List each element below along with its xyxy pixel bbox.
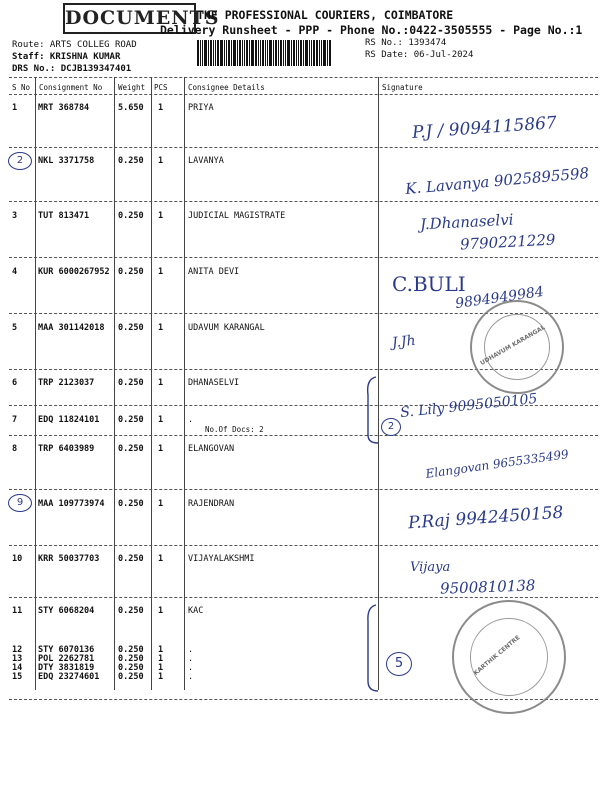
row-consignment-number: DTY 3831819 [38, 663, 95, 673]
table-top-rule [9, 77, 598, 78]
circled-number-5: 5 [386, 652, 412, 676]
row-pieces: 1 [158, 211, 164, 221]
row-serial-number: 8 [12, 444, 18, 454]
signature-row-3-name: J.Dhanaselvi [419, 210, 514, 234]
row-serial-number: 12 [12, 645, 23, 655]
row-consignment-number: POL 2262781 [38, 654, 95, 664]
row-weight: 0.250 [118, 323, 144, 333]
row-consignee: ANITA DEVI [188, 267, 240, 277]
row-weight: 0.250 [118, 156, 144, 166]
row-consignment-number: TRP 2123037 [38, 378, 95, 388]
row-consignee: . [188, 672, 194, 682]
row-consignment-number: STY 6068204 [38, 606, 95, 616]
row-consignee: RAJENDRAN [188, 499, 235, 509]
rs-date: RS Date: 06-Jul-2024 [365, 50, 474, 60]
row-consignee: VIJAYALAKSHMI [188, 554, 255, 564]
drs-number: DRS No.: DCJB139347401 [12, 64, 132, 74]
row-consignment-number: EDQ 11824101 [38, 415, 100, 425]
documents-stamp: DOCUMENTS [63, 3, 196, 34]
row-serial-number: 15 [12, 672, 23, 682]
signature-row-4-name: C.BULI [392, 272, 466, 296]
circled-number-9: 9 [8, 494, 32, 512]
row-separator [9, 201, 598, 202]
signature-row-3-phone: 9790221229 [459, 230, 556, 254]
row-pieces: 1 [158, 663, 164, 673]
signature-row-2: K. Lavanya 9025895598 [404, 164, 590, 198]
col-header-weight: Weight [118, 83, 146, 92]
runsheet-subtitle: Delivery Runsheet - PPP - Phone No.:0422-3505555 - Page No.:1 [160, 23, 583, 37]
row-consignee: UDAVUM KARANGAL [188, 323, 265, 333]
row-weight: 0.250 [118, 554, 144, 564]
row-consignee: . [188, 654, 194, 664]
row-weight: 0.250 [118, 444, 144, 454]
signature-row-10-name: Vijaya [410, 560, 451, 575]
row-docs-note: No.Of Docs: 2 [205, 425, 264, 434]
row-consignment-number: NKL 3371758 [38, 156, 95, 166]
col-header-consignment: Consignment No [39, 83, 103, 92]
row-separator [9, 489, 598, 490]
row-serial-number: 11 [12, 606, 23, 616]
signature-row-6: S. Lily 9095050105 [399, 390, 539, 422]
row-consignment-number: TRP 6403989 [38, 444, 95, 454]
row-serial-number: 5 [12, 323, 18, 333]
company-title: THE PROFESSIONAL COURIERS, COIMBATORE [197, 8, 454, 22]
row-consignee: LAVANYA [188, 156, 224, 166]
row-consignee: PRIYA [188, 103, 214, 113]
signature-row-1: P.J / 9094115867 [411, 112, 558, 144]
rs-number: RS No.: 1393474 [365, 38, 447, 48]
row-weight: 0.250 [118, 654, 144, 664]
row-consignment-number: STY 6070136 [38, 645, 95, 655]
row-pieces: 1 [158, 499, 164, 509]
row-weight: 0.250 [118, 415, 144, 425]
signature-row-9: P.Raj 9942450158 [407, 502, 565, 534]
row-consignment-number: EDQ 23274601 [38, 672, 100, 682]
row-separator [9, 257, 598, 258]
row-serial-number: 6 [12, 378, 18, 388]
row-weight: 0.250 [118, 378, 144, 388]
row-pieces: 1 [158, 323, 164, 333]
row-pieces: 1 [158, 415, 164, 425]
row-weight: 0.250 [118, 606, 144, 616]
table-header-rule [9, 94, 598, 95]
row-serial-number: 13 [12, 654, 23, 664]
row-serial-number: 14 [12, 663, 23, 673]
row-weight: 5.650 [118, 103, 144, 113]
col-header-sno: S No [12, 83, 31, 92]
row-pieces: 1 [158, 156, 164, 166]
row-pieces: 1 [158, 267, 164, 277]
row-weight: 0.250 [118, 499, 144, 509]
bracket-rows-11-15 [362, 603, 382, 693]
row-serial-number: 7 [12, 415, 18, 425]
row-consignment-number: KRR 50037703 [38, 554, 100, 564]
row-consignment-number: MRT 368784 [38, 103, 90, 113]
row-consignment-number: KUR 6000267952 [38, 267, 110, 277]
row-weight: 0.250 [118, 267, 144, 277]
row-pieces: 1 [158, 554, 164, 564]
row-pieces: 1 [158, 672, 164, 682]
row-separator [9, 597, 598, 598]
row-consignment-number: MAA 301142018 [38, 323, 105, 333]
row-consignment-number: MAA 109773974 [38, 499, 105, 509]
row-consignee: . [188, 415, 194, 425]
col-divider-consignment [114, 77, 115, 690]
row-pieces: 1 [158, 444, 164, 454]
row-separator [9, 435, 598, 436]
col-divider-pcs [184, 77, 185, 690]
row-serial-number: 3 [12, 211, 18, 221]
col-divider-weight [151, 77, 152, 690]
col-header-consignee: Consignee Details [188, 83, 265, 92]
route-label: Route: ARTS COLLEG ROAD [12, 40, 137, 50]
row-pieces: 1 [158, 606, 164, 616]
row-pieces: 1 [158, 378, 164, 388]
row-pieces: 1 [158, 645, 164, 655]
row-pieces: 1 [158, 103, 164, 113]
row-pieces: 1 [158, 654, 164, 664]
row-weight: 0.250 [118, 663, 144, 673]
signature-row-5: J.Jh [391, 332, 417, 352]
row-consignee: . [188, 663, 194, 673]
row-consignment-number: TUT 813471 [38, 211, 90, 221]
circled-number-2: 2 [8, 152, 32, 170]
row-serial-number: 1 [12, 103, 18, 113]
row-weight: 0.250 [118, 645, 144, 655]
circled-number-2-signature: 2 [381, 418, 401, 436]
karthik-centre-seal: KARTHIK CENTRE [452, 600, 566, 714]
row-separator [9, 147, 598, 148]
row-consignee: KAC [188, 606, 204, 616]
row-consignee: . [188, 645, 194, 655]
row-serial-number: 10 [12, 554, 23, 564]
row-consignee: ELANGOVAN [188, 444, 235, 454]
bracket-rows-6-7 [362, 375, 382, 445]
udhavum-karangal-seal: UDHAVUM KARANGAL [470, 300, 564, 394]
row-separator [9, 545, 598, 546]
signature-row-10-phone: 9500810138 [439, 576, 536, 598]
barcode-image [197, 40, 357, 66]
row-weight: 0.250 [118, 211, 144, 221]
col-header-signature: Signature [382, 83, 423, 92]
row-consignee: DHANASELVI [188, 378, 240, 388]
signature-row-8: Elangovan 9655335499 [424, 447, 570, 481]
col-header-pcs: PCS [154, 83, 168, 92]
staff-label: Staff: KRISHNA KUMAR [12, 52, 121, 62]
col-divider-sno [35, 77, 36, 690]
row-weight: 0.250 [118, 672, 144, 682]
row-serial-number: 4 [12, 267, 18, 277]
signature-row-4-phone: 9894949984 [454, 283, 545, 313]
row-consignee: JUDICIAL MAGISTRATE [188, 211, 286, 221]
